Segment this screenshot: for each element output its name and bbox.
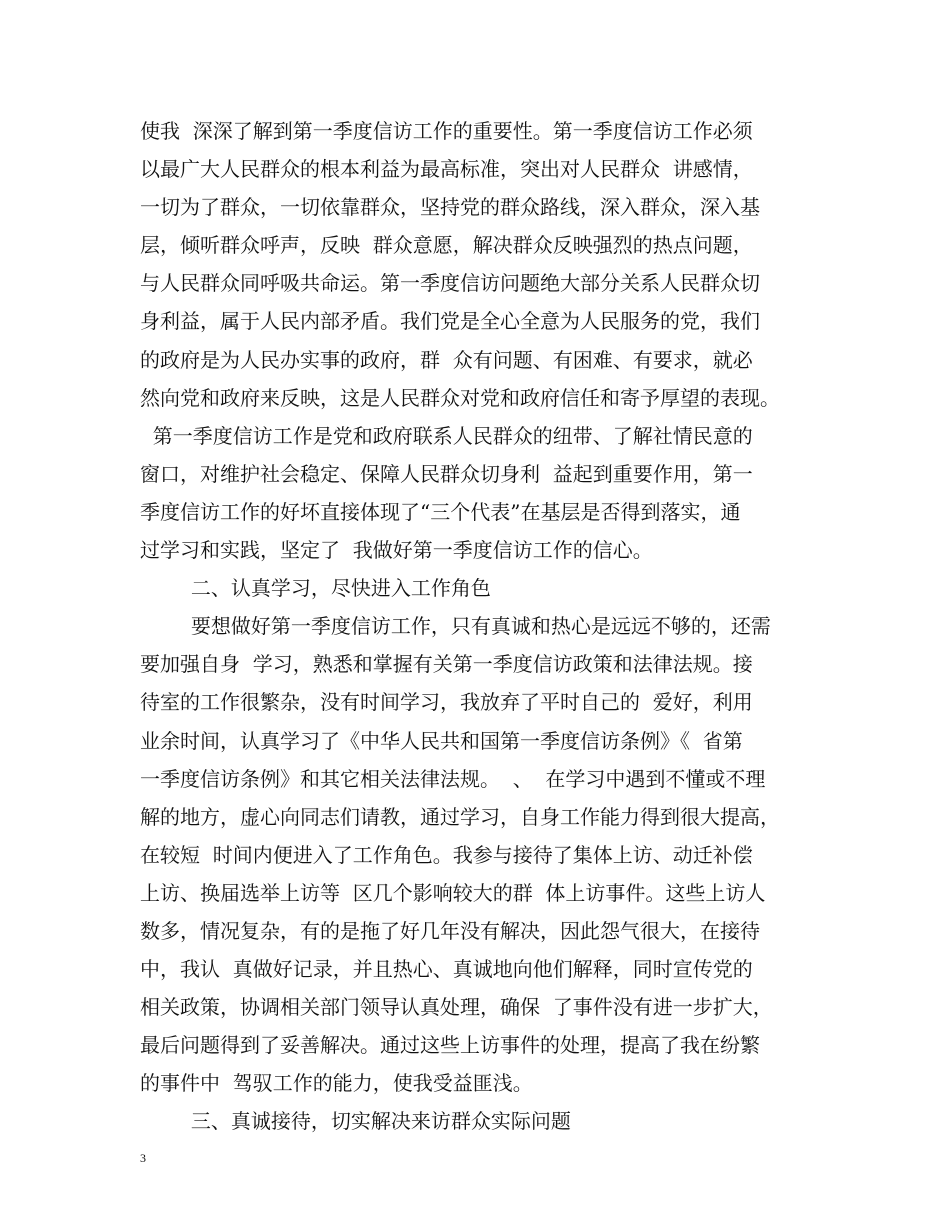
- text-line: 上访、换届选举上访等 区几个影响较大的群 体上访事件。这些上访人: [140, 880, 766, 905]
- text-line: 一季度信访条例》和其它相关法律法规。 、 在学习中遇到不懂或不理: [140, 766, 766, 791]
- text-line: 季度信访工作的好坏直接体现了“三个代表”在基层是否得到落实，通: [140, 499, 741, 524]
- text-line: 窗口，对维护社会稳定、保障人民群众切身利 益起到重要作用，第一: [140, 461, 753, 486]
- text-line: 相关政策，协调相关部门领导认真处理，确保 了事件没有进一步扩大，: [140, 995, 773, 1020]
- text-line: 然向党和政府来反映，这是人民群众对党和政府信任和寄予厚望的表现。: [140, 385, 780, 410]
- text-line: 的政府是为人民办实事的政府，群 众有问题、有困难、有要求，就必: [140, 347, 753, 372]
- text-line: 要加强自身 学习，熟悉和掌握有关第一季度信访政策和法律法规。接: [140, 652, 753, 677]
- text-line: 数多，情况复杂，有的是拖了好几年没有解决，因此怨气很大，在接待: [140, 918, 760, 943]
- text-line: 的事件中 驾驭工作的能力，使我受益匪浅。: [140, 1071, 533, 1096]
- text-line: 解的地方，虚心向同志们请教，通过学习，自身工作能力得到很大提高，: [140, 804, 780, 829]
- body-text: [140, 112, 820, 1141]
- text-line: 层，倾听群众呼声，反映 群众意愿，解决群众反映强烈的热点问题，: [140, 233, 753, 258]
- text-line: 一切为了群众，一切依靠群众，坚持党的群众路线，深入群众，深入基: [140, 195, 760, 220]
- text-line: 以最广大人民群众的根本利益为最高标准，突出对人民群众 讲感情，: [140, 157, 753, 182]
- text-line: 与人民群众同呼吸共命运。第一季度信访问题绝大部分关系人民群众切: [140, 271, 760, 296]
- text-line: 使我 深深了解到第一季度信访工作的重要性。第一季度信访工作必须: [140, 119, 753, 143]
- text-line: 待室的工作很繁杂，没有时间学习，我放弃了平时自己的 爱好，利用: [140, 690, 753, 715]
- text-line: 要想做好第一季度信访工作，只有真诚和热心是远远不够的，还需: [140, 614, 771, 639]
- text-line: 第一季度信访工作是党和政府联系人民群众的纽带、了解社情民意的: [140, 423, 753, 448]
- text-line: 业余时间，认真学习了《中华人民共和国第一季度信访条例》《 省第: [140, 728, 743, 753]
- text-line: 最后问题得到了妥善解决。通过这些上访事件的处理，提高了我在纷繁: [140, 1033, 760, 1058]
- text-line: 二、认真学习，尽快进入工作角色: [140, 576, 491, 601]
- text-line: 在较短 时间内便进入了工作角色。我参与接待了集体上访、动迁补偿: [140, 842, 753, 867]
- text-line: 过学习和实践，坚定了 我做好第一季度信访工作的信心。: [140, 538, 653, 563]
- text-line: 身利益，属于人民内部矛盾。我们党是全心全意为人民服务的党，我们: [140, 309, 760, 334]
- text-line: 中，我认 真做好记录，并且热心、真诚地向他们解释，同时宣传党的: [140, 957, 753, 982]
- page-number: 3: [140, 1151, 146, 1165]
- text-line: 三、真诚接待，切实解决来访群众实际问题: [140, 1109, 571, 1134]
